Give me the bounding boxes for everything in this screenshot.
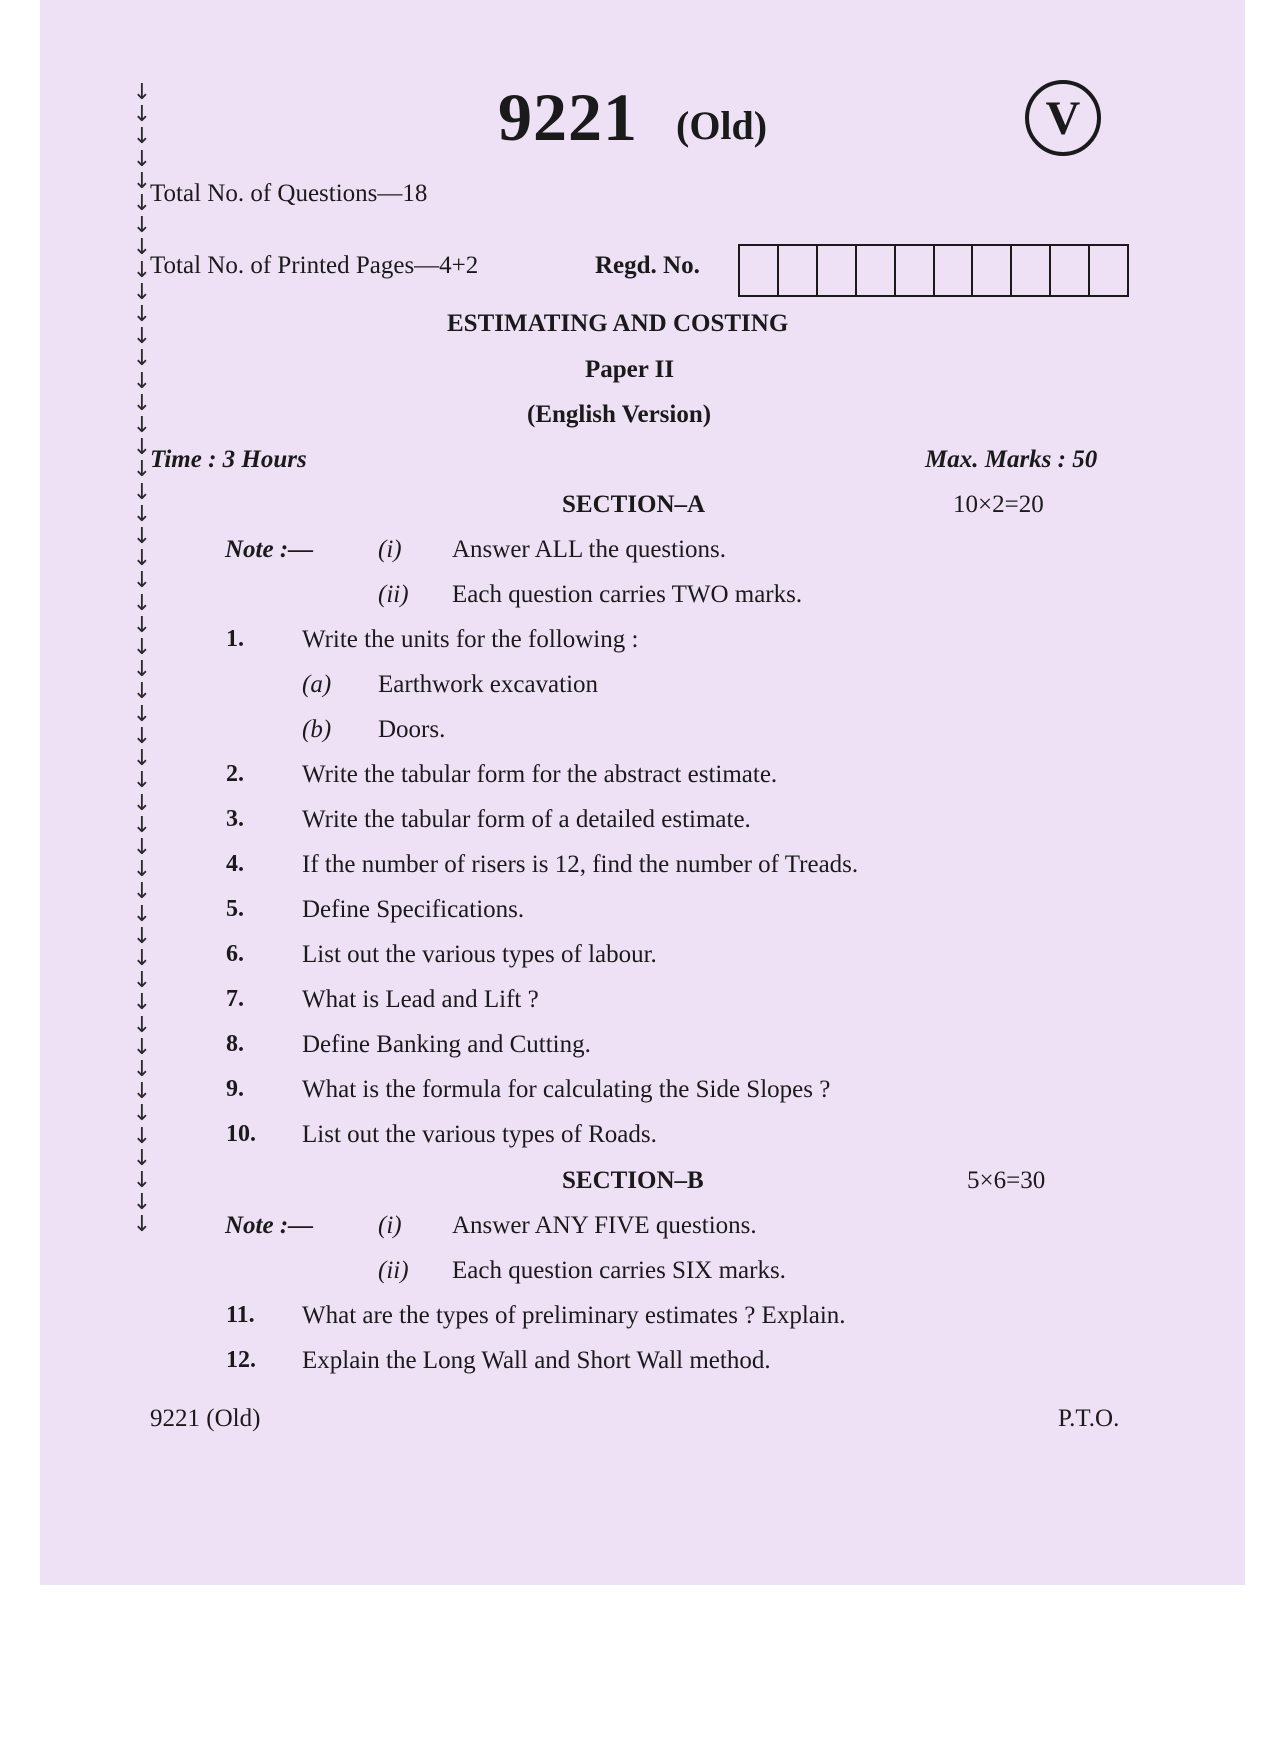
total-pages: Total No. of Printed Pages—4+2: [150, 252, 479, 279]
arrow-down-icon: ↓: [132, 1034, 152, 1060]
question-text: Write the tabular form of a detailed estimate.: [302, 806, 751, 833]
arrow-down-icon: ↓: [132, 1190, 152, 1216]
regd-digit-box[interactable]: [857, 246, 896, 295]
arrow-down-icon: ↓: [132, 168, 152, 194]
arrow-down-icon: ↓: [132, 546, 152, 572]
sub-question-letter: (a): [302, 671, 332, 698]
note-text: Each question carries SIX marks.: [452, 1257, 786, 1284]
footer-pto: P.T.O.: [1058, 1405, 1120, 1432]
arrow-down-icon: ↓: [132, 346, 152, 372]
arrow-down-icon: ↓: [132, 390, 152, 416]
arrow-down-icon: ↓: [132, 1101, 152, 1127]
arrow-down-icon: ↓: [132, 723, 152, 749]
arrow-down-icon: ↓: [132, 479, 152, 505]
arrow-down-icon: ↓: [132, 501, 152, 527]
arrow-down-icon: ↓: [132, 435, 152, 461]
question-number: 10.: [226, 1121, 256, 1147]
question-text: Write the units for the following :: [302, 626, 639, 653]
paper-title: Paper II: [585, 356, 675, 383]
arrow-down-icon: ↓: [132, 945, 152, 971]
arrow-down-icon: ↓: [132, 1212, 152, 1238]
arrow-down-icon: ↓: [132, 279, 152, 305]
regd-digit-box[interactable]: [1051, 246, 1090, 295]
arrow-down-icon: ↓: [132, 235, 152, 261]
arrow-down-icon: ↓: [132, 302, 152, 328]
regd-digit-box[interactable]: [935, 246, 974, 295]
arrow-down-icon: ↓: [132, 1056, 152, 1082]
arrow-down-icon: ↓: [132, 812, 152, 838]
arrow-down-icon: ↓: [132, 657, 152, 683]
arrow-down-icon: ↓: [132, 213, 152, 239]
question-number: 11.: [226, 1302, 255, 1328]
arrow-down-icon: ↓: [132, 857, 152, 883]
question-text: If the number of risers is 12, find the number of Treads.: [302, 851, 859, 878]
note-num: (i): [378, 536, 402, 563]
version-title: (English Version): [527, 401, 712, 428]
question-text: List out the various types of labour.: [302, 941, 657, 968]
note-text: Answer ANY FIVE questions.: [452, 1212, 757, 1239]
question-text: Define Banking and Cutting.: [302, 1031, 591, 1058]
question-text: What is the formula for calculating the Side Slopes ?: [302, 1076, 831, 1103]
max-marks: Max. Marks : 50: [925, 446, 1098, 473]
question-number: 1.: [226, 626, 244, 652]
regd-digit-box[interactable]: [740, 246, 779, 295]
question-number: 4.: [226, 851, 244, 877]
question-number: 9.: [226, 1076, 244, 1102]
arrow-down-icon: ↓: [132, 679, 152, 705]
arrow-down-icon: ↓: [132, 612, 152, 638]
exam-time: Time : 3 Hours: [150, 446, 307, 473]
subject-title: ESTIMATING AND COSTING: [447, 310, 789, 337]
note-text: Answer ALL the questions.: [452, 536, 727, 563]
arrow-down-icon: ↓: [132, 923, 152, 949]
question-number: 7.: [226, 986, 244, 1012]
arrow-down-icon: ↓: [132, 790, 152, 816]
section-b-heading: SECTION–B: [562, 1167, 704, 1194]
arrow-down-icon: ↓: [132, 102, 152, 128]
question-number: 5.: [226, 896, 244, 922]
question-text: List out the various types of Roads.: [302, 1121, 657, 1148]
sub-question-text: Doors.: [378, 716, 446, 743]
arrow-down-icon: ↓: [132, 635, 152, 661]
question-text: What is Lead and Lift ?: [302, 986, 539, 1013]
arrow-down-icon: ↓: [132, 901, 152, 927]
note-text: Each question carries TWO marks.: [452, 581, 803, 608]
arrow-down-icon: ↓: [132, 457, 152, 483]
section-b-note-label: Note :—: [225, 1212, 314, 1239]
arrow-down-icon: ↓: [132, 1012, 152, 1038]
arrow-down-icon: ↓: [132, 568, 152, 594]
note-num: (ii): [378, 581, 409, 608]
arrow-down-icon: ↓: [132, 124, 152, 150]
arrow-down-icon: ↓: [132, 257, 152, 283]
arrow-down-icon: ↓: [132, 524, 152, 550]
question-text: Write the tabular form for the abstract estimate.: [302, 761, 778, 788]
question-number: 2.: [226, 761, 244, 787]
arrow-down-icon: ↓: [132, 701, 152, 727]
arrow-down-icon: ↓: [132, 80, 152, 105]
arrow-down-icon: ↓: [132, 1167, 152, 1193]
regd-digit-box[interactable]: [818, 246, 857, 295]
sub-question-text: Earthwork excavation: [378, 671, 599, 698]
regd-digit-box[interactable]: [1012, 246, 1051, 295]
regd-number-boxes[interactable]: [738, 244, 1129, 297]
question-text: Define Specifications.: [302, 896, 525, 923]
section-a-heading: SECTION–A: [562, 491, 706, 518]
total-questions: Total No. of Questions—18: [150, 180, 428, 207]
note-num: (i): [378, 1212, 402, 1239]
arrow-down-icon: ↓: [132, 990, 152, 1016]
arrow-down-icon: ↓: [132, 1145, 152, 1171]
footer-code: 9221 (Old): [150, 1405, 261, 1432]
arrow-down-icon: ↓: [132, 768, 152, 794]
arrow-down-icon: ↓: [132, 1123, 152, 1149]
note-num: (ii): [378, 1257, 409, 1284]
regd-label: Regd. No.: [595, 252, 700, 279]
arrow-down-icon: ↓: [132, 324, 152, 350]
section-a-marks: 10×2=20: [953, 491, 1044, 518]
arrow-down-icon: ↓: [132, 413, 152, 439]
question-number: 12.: [226, 1347, 256, 1373]
arrow-down-icon: ↓: [132, 968, 152, 994]
paper-variant: (Old): [676, 103, 768, 148]
regd-digit-box[interactable]: [896, 246, 935, 295]
sub-question-letter: (b): [302, 716, 332, 743]
question-number: 3.: [226, 806, 244, 832]
regd-digit-box[interactable]: [973, 246, 1012, 295]
section-a-note-label: Note :—: [225, 536, 314, 563]
arrow-down-icon: ↓: [132, 834, 152, 860]
question-number: 6.: [226, 941, 244, 967]
arrow-down-icon: ↓: [132, 590, 152, 616]
arrow-down-icon: ↓: [132, 746, 152, 772]
arrow-down-icon: ↓: [132, 191, 152, 217]
arrow-down-icon: ↓: [132, 146, 152, 172]
arrow-down-icon: ↓: [132, 1079, 152, 1105]
question-number: 8.: [226, 1031, 244, 1057]
regd-digit-box[interactable]: [1090, 246, 1127, 295]
regd-digit-box[interactable]: [779, 246, 818, 295]
arrow-down-icon: ↓: [132, 879, 152, 905]
paper-code: 9221: [498, 79, 638, 155]
set-mark-circle: V: [1025, 80, 1101, 156]
section-b-marks: 5×6=30: [967, 1167, 1046, 1194]
question-text: What are the types of preliminary estimates ? Explain.: [302, 1302, 846, 1329]
question-text: Explain the Long Wall and Short Wall method.: [302, 1347, 771, 1374]
arrow-down-icon: ↓: [132, 368, 152, 394]
